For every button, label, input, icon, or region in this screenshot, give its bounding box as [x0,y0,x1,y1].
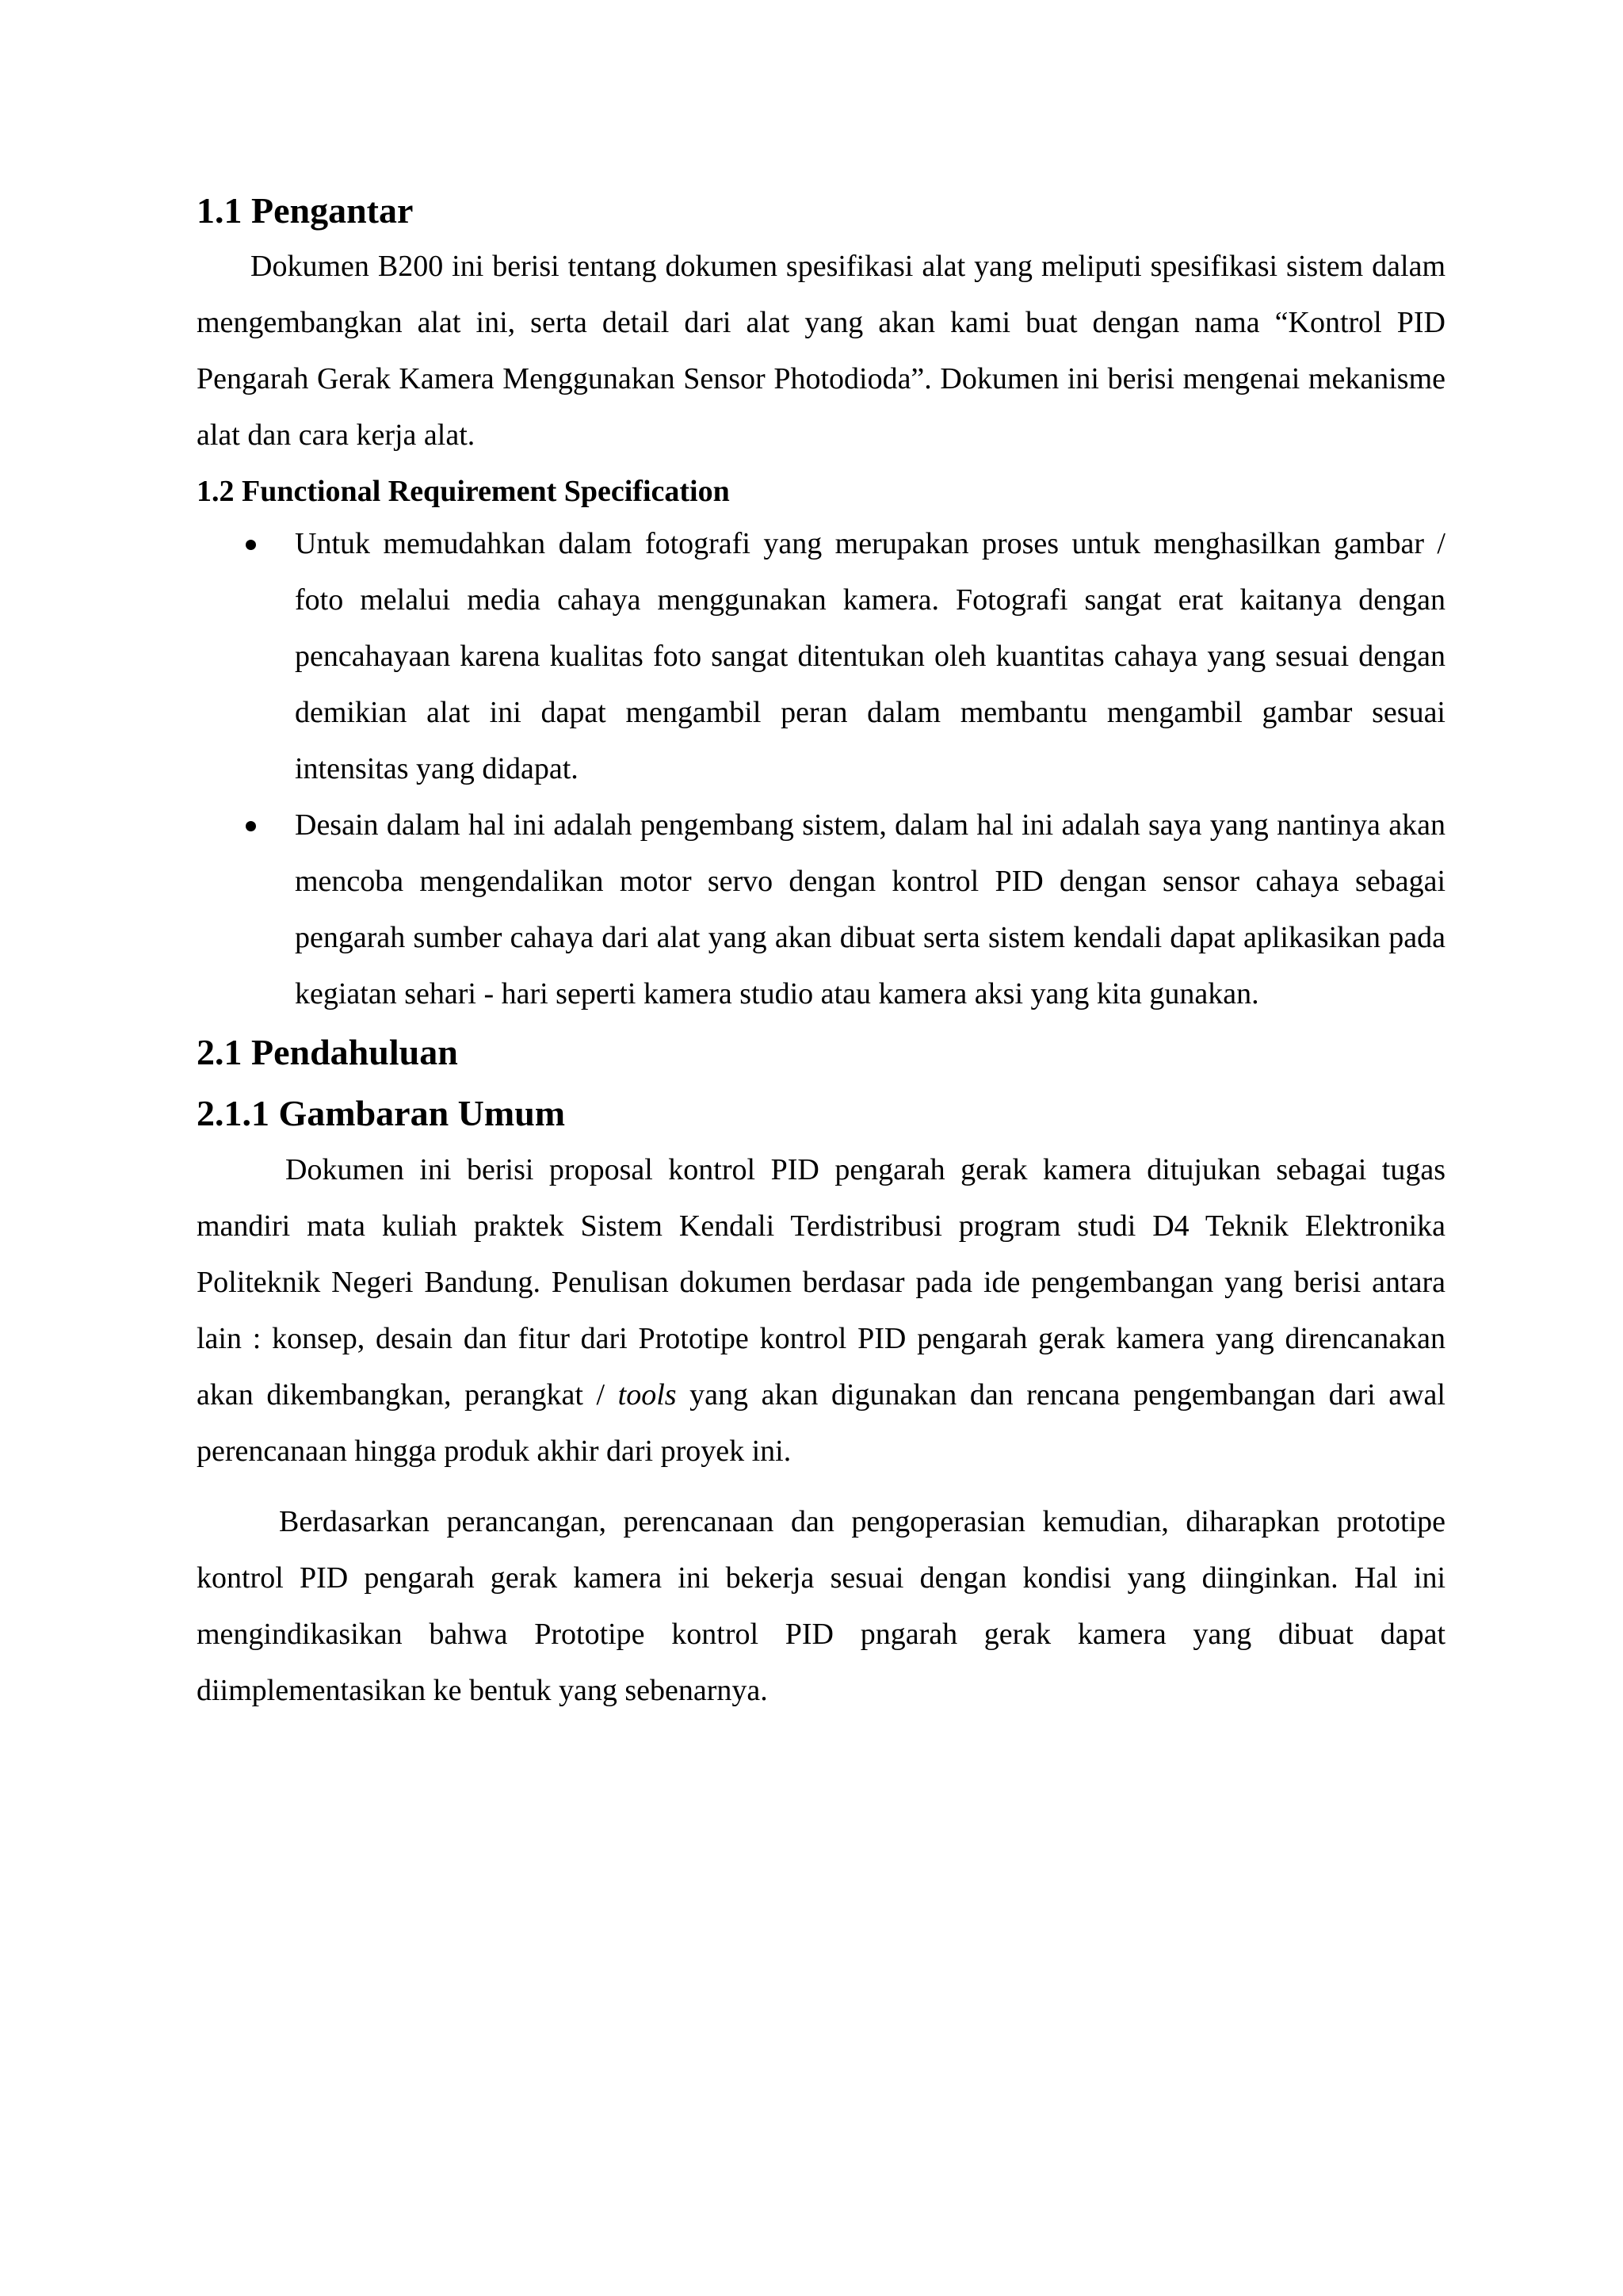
paragraph-pengantar: Dokumen B200 ini berisi tentang dokumen spesifikasi alat yang meliputi spesifikasi sistem dalam mengembangkan alat ini, serta detail dari alat yang akan kami buat dengan nama “Kontrol PID Pengarah Gerak Kamera Menggunakan Sensor Photodioda”. Dokumen ini berisi mengenai mekanisme alat dan cara kerja alat. [197,250,1445,453]
section-heading-functional-requirement: 1.2 Functional Requirement Specification [197,475,730,509]
bullet-icon [246,821,256,831]
list-item-text: Desain dalam hal ini adalah pengembang sistem, dalam hal ini adalah saya yang nantinya akan mencoba mengendalikan motor servo dengan kontrol PID dengan sensor cahaya sebagai pengarah sumber cahaya dari alat yang akan dibuat serta sistem kendali dapat aplikasikan pada kegiatan sehari - hari seperti kamera studio atau kamera aksi yang kita gunakan. [295,808,1445,1011]
list-item-text: Untuk memudahkan dalam fotografi yang merupakan proses untuk menghasilkan gambar / foto melalui media cahaya menggunakan kamera. Fotografi sangat erat kaitanya dengan pencahayaan karena kualitas foto sangat ditentukan oleh kuantitas cahaya yang sesuai dengan demikian alat ini dapat mengambil peran dalam membantu mengambil gambar sesuai intensitas yang didapat. [295,527,1445,786]
paragraph-gambaran-umum-2: Berdasarkan perancangan, perencanaan dan pengoperasian kemudian, diharapkan prototipe kontrol PID pengarah gerak kamera ini bekerja sesuai dengan kondisi yang diinginkan. Hal ini mengindikasikan bahwa Prototipe kontrol PID pngarah gerak kamera yang dibuat dapat diimplementasikan ke bentuk yang sebenarnya. [197,1504,1445,1707]
bullet-icon [246,540,256,550]
list-item [197,516,1445,797]
paragraph-gambaran-umum-1 [197,1142,1445,1480]
document-page [197,189,1445,1719]
list-item [197,797,1445,1022]
section-heading-pendahuluan: 2.1 Pendahuluan [197,1032,458,1073]
section-heading-gambaran-umum: 2.1.1 Gambaran Umum [197,1093,566,1134]
paragraph-text-start: Dokumen ini berisi proposal kontrol PID pengarah gerak kamera ditujukan sebagai tugas mandiri mata kuliah praktek Sistem Kendali Terdistribusi program studi D4 Teknik Elektronika Politeknik Negeri Bandung. Penulisan dokumen berdasar pada ide pengembangan yang berisi antara lain : konsep, desain dan fitur dari Prototipe kontrol PID pengarah gerak kamera yang direncanakan akan dikembangkan, perangkat / [197,1152,1445,1412]
italic-term-tools: tools [617,1377,677,1412]
functional-requirement-list [197,516,1445,1022]
section-heading-pengantar: 1.1 Pengantar [197,190,414,231]
paragraph-text-end: yang akan digunakan dan rencana pengembangan dari awal perencanaan hingga produk akhir dari proyek ini. [197,1377,1445,1468]
